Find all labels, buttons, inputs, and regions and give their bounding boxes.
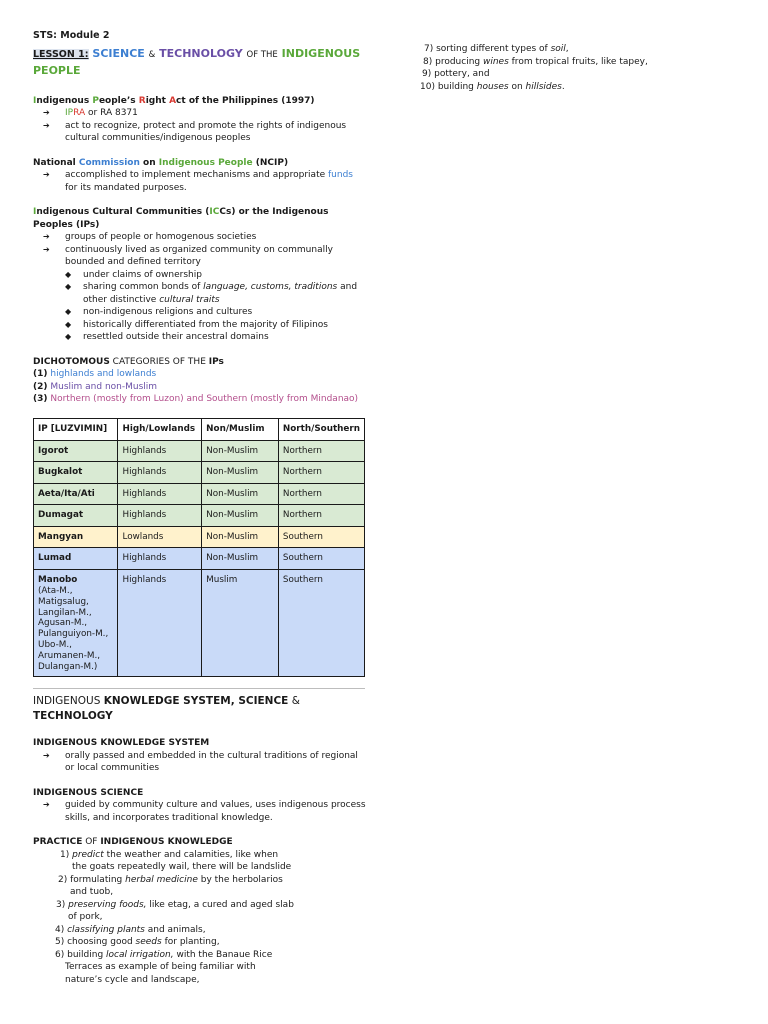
list-item	[420, 68, 720, 81]
ncip-on: on	[139, 157, 159, 168]
module-title: STS: Module 2	[33, 30, 110, 41]
item-text: nature’s cycle and landscape,	[65, 974, 200, 985]
ncip-section	[33, 157, 368, 195]
table-cell: Non-Muslim	[202, 505, 279, 527]
iks-title-b: KNOWLEDGE SYSTEM, SCIENCE	[103, 695, 289, 707]
list-item	[33, 849, 368, 874]
table-cell: Highlands	[118, 462, 202, 484]
table-cell: Southern	[278, 526, 364, 548]
ncip-commission: Commission	[78, 157, 140, 168]
item-text: of pork,	[68, 912, 103, 922]
lesson-title	[33, 46, 368, 78]
list-item: ◆ resettled outside their ancestral domains	[65, 331, 368, 344]
ipra-list	[33, 107, 368, 145]
manobo-subgroup: Ubo-M.,	[38, 639, 72, 650]
ncip-abbr: (NCIP)	[252, 157, 289, 168]
icc-sub2-i: language, customs, traditions	[203, 282, 338, 292]
item-text: and animals,	[144, 924, 206, 935]
list-item: ➔ act to recognize, protect and promote the rights of indigenous cultural communities/indigenous peoples	[43, 120, 368, 145]
iks-title-c: &	[288, 695, 300, 707]
table-cell: Northern	[278, 483, 364, 505]
icc-list	[33, 231, 368, 269]
manobo-subgroup: Dulangan-M.)	[38, 661, 98, 672]
table-cell: Non-Muslim	[202, 440, 279, 462]
manobo-subgroup: Agusan-M.,	[38, 618, 88, 629]
ncip-national: National	[33, 157, 79, 168]
item-number: 6)	[55, 949, 68, 960]
item-text: ,	[565, 44, 569, 54]
is-heading: INDIGENOUS SCIENCE	[33, 787, 144, 798]
table-header: High/Lowlands	[118, 419, 202, 441]
table-cell: Bugkalot	[34, 462, 118, 484]
item-text: pottery, and	[434, 69, 490, 79]
table-cell: Non-Muslim	[202, 548, 279, 570]
ipra-section	[33, 95, 368, 145]
item-number: 8)	[423, 56, 436, 67]
lesson-of-the: OF THE	[246, 49, 278, 60]
table-cell: Mangyan	[34, 526, 118, 548]
item-text: and tuob,	[70, 887, 114, 897]
item-number: 4)	[55, 924, 68, 935]
table-row	[34, 548, 365, 570]
table-cell: Southern	[278, 548, 364, 570]
item-text: sorting different types of	[436, 44, 551, 54]
table-cell-manobo	[34, 569, 118, 677]
item-text: like etag, a cured and aged slab	[146, 899, 294, 910]
table-header: IP [LUZVIMIN]	[34, 419, 118, 441]
ipra-text-2: eople’s	[98, 95, 139, 106]
table-row	[34, 526, 365, 548]
list-item: ◆ historically differentiated from the majority of Filipinos	[65, 319, 368, 332]
ipra-ra: RA	[73, 108, 86, 118]
lesson-technology: TECHNOLOGY	[159, 46, 243, 60]
ip-table	[33, 418, 365, 677]
table-cell: Highlands	[118, 505, 202, 527]
iks-title-a: INDIGENOUS	[33, 695, 104, 707]
list-item	[33, 874, 368, 899]
icc-letter-i2: I	[209, 207, 213, 217]
table-cell: Muslim	[202, 569, 279, 677]
dichotomous-section	[33, 356, 368, 406]
list-item: ➔ orally passed and embedded in the cultural traditions of regional or local communities	[43, 750, 368, 775]
category-2-num: (2)	[33, 381, 48, 392]
table-cell: Northern	[278, 505, 364, 527]
icc-text-1: ndigenous Cultural Communities (	[36, 207, 210, 217]
list-item	[33, 949, 368, 987]
practice-c: INDIGENOUS KNOWLEDGE	[100, 837, 233, 847]
ipra-text-1: ndigenous	[36, 95, 93, 106]
ncip-list	[33, 169, 368, 194]
table-cell: Igorot	[34, 440, 118, 462]
iks-title	[33, 694, 368, 724]
item-text: Terraces as example of being familiar with	[65, 962, 256, 972]
item-italic: seeds	[135, 937, 162, 947]
table-cell: Non-Muslim	[202, 483, 279, 505]
practice-heading	[33, 836, 368, 849]
dichotomous-rest: CATEGORIES OF THE	[109, 356, 209, 367]
table-cell: Lumad	[34, 548, 118, 570]
lesson-people: PEOPLE	[33, 63, 81, 77]
table-cell: Southern	[278, 569, 364, 677]
item-number: 1)	[60, 849, 73, 860]
item-text: the goats repeatedly wail, there will be landslide	[72, 862, 292, 872]
left-column	[33, 30, 368, 418]
dichotomous-heading	[33, 356, 368, 369]
ncip-item-b: for its mandated purposes.	[65, 182, 187, 193]
table-cell: Highlands	[118, 440, 202, 462]
category-1-num: (1)	[33, 369, 48, 379]
ipra-letter-i: I	[33, 95, 37, 106]
icc-sub2-a: sharing common bonds of	[83, 282, 204, 292]
lesson-indigenous: INDIGENOUS	[281, 46, 361, 60]
item-text: formulating	[70, 874, 126, 885]
item-text: producing	[435, 56, 483, 67]
list-item: ➔ guided by community culture and values, uses indigenous process skills, and incorporates traditional knowledge.	[43, 799, 368, 824]
item-italic: preserving foods,	[68, 899, 147, 910]
icc-text-2: Cs) or the Indigenous Peoples (IPs)	[33, 207, 329, 230]
item-text: with the Banaue Rice	[173, 949, 273, 960]
item-number: 2)	[58, 874, 71, 885]
list-item	[420, 81, 720, 94]
item-text: building	[437, 81, 477, 92]
item-italic: houses	[476, 81, 509, 92]
table-row	[34, 440, 365, 462]
table-header-row	[34, 419, 365, 441]
ipra-ip: IP	[65, 108, 74, 118]
icc-sub2-i2: cultural traits	[159, 294, 220, 305]
lesson-amp: &	[148, 49, 156, 60]
item-number: 3)	[56, 899, 69, 910]
manobo-name: Manobo	[38, 574, 78, 585]
item-italic: soil	[550, 44, 566, 54]
table-cell: Northern	[278, 462, 364, 484]
category-3	[33, 393, 368, 406]
ipra-text-3: ight	[145, 95, 170, 106]
lesson-science: SCIENCE	[92, 46, 145, 60]
iks-heading: INDIGENOUS KNOWLEDGE SYSTEM	[33, 738, 210, 748]
list-item: ➔ continuously lived as organized community on communally bounded and defined territory	[43, 244, 368, 269]
practice-list-continued	[420, 43, 720, 93]
item-text: the weather and calamities, like when	[103, 849, 279, 860]
manobo-subgroup: Arumanen-M.,	[38, 650, 101, 661]
practice-section	[33, 836, 368, 986]
item-text: choosing good	[67, 937, 136, 947]
ncip-funds: funds	[328, 170, 353, 180]
table-cell: Lowlands	[118, 526, 202, 548]
item-italic: herbal medicine	[125, 874, 198, 885]
list-item: ◆ non-indigenous religions and cultures	[65, 306, 368, 319]
list-item	[33, 924, 368, 937]
item-text: from tropical fruits, like tapey,	[508, 56, 648, 67]
iks-section	[33, 694, 368, 986]
dichotomous-bold: DICHOTOMOUS	[33, 356, 110, 367]
icc-sub2-b: and other distinctive	[83, 282, 358, 305]
category-2-text: Muslim and non-Muslim	[47, 381, 158, 392]
category-1-text: highlands and lowlands	[47, 369, 157, 379]
list-item	[33, 936, 368, 949]
table-cell: Northern	[278, 440, 364, 462]
item-number: 9)	[422, 69, 435, 79]
is-definition	[33, 787, 368, 825]
table-row	[34, 569, 365, 677]
list-item	[420, 43, 720, 56]
item-italic: hillsides	[525, 81, 562, 92]
table-cell: Non-Muslim	[202, 526, 279, 548]
item-text: building	[67, 949, 107, 960]
list-item	[65, 281, 368, 306]
manobo-subgroup: Matigsalug,	[38, 596, 89, 607]
ncip-item-a: accomplished to implement mechanisms and appropriate	[65, 170, 328, 180]
dichotomous-ips: IPs	[208, 356, 224, 367]
item-number: 5)	[55, 937, 68, 947]
ipra-text-4: ct of the Philippines (1997)	[176, 95, 315, 106]
practice-b: OF	[82, 837, 101, 847]
table-header: Non/Muslim	[202, 419, 279, 441]
manobo-subgroup: Pulanguiyon-M.,	[38, 629, 109, 640]
icc-letter-i: I	[33, 207, 37, 217]
right-column	[420, 43, 720, 93]
category-2	[33, 381, 368, 394]
ipra-letter-p: P	[92, 95, 99, 106]
table-cell: Aeta/Ita/Ati	[34, 483, 118, 505]
item-text: by the herbolarios	[197, 874, 283, 885]
ncip-heading	[33, 157, 368, 170]
list-item	[33, 899, 368, 924]
is-list	[33, 799, 368, 824]
list-item	[43, 169, 368, 194]
ipra-rest: or RA 8371	[85, 108, 138, 118]
manobo-subgroup: Langilan-M.,	[38, 607, 92, 618]
item-italic: predict	[72, 849, 104, 860]
table-header: North/Southern	[278, 419, 364, 441]
icc-sublist	[33, 269, 368, 344]
table-cell: Highlands	[118, 548, 202, 570]
list-item	[420, 56, 720, 69]
icc-heading	[33, 206, 368, 231]
iks-definition	[33, 737, 368, 775]
ipra-letter-a: A	[169, 95, 177, 106]
category-3-text: Northern (mostly from Luzon) and Southern (mostly from Mindanao)	[47, 394, 359, 404]
manobo-subgroup: (Ata-M.,	[38, 586, 73, 596]
iks-title-d: TECHNOLOGY	[33, 710, 113, 722]
item-text: on	[508, 81, 526, 92]
icc-section	[33, 206, 368, 344]
list-item: ➔ groups of people or homogenous societies	[43, 231, 368, 244]
list-item: ◆ under claims of ownership	[65, 269, 368, 282]
practice-a: PRACTICE	[33, 837, 83, 847]
practice-list	[33, 849, 368, 987]
category-3-num: (3)	[33, 394, 48, 404]
table-row	[34, 462, 365, 484]
item-text: for planting,	[161, 937, 220, 947]
table-cell: Highlands	[118, 483, 202, 505]
table-cell: Non-Muslim	[202, 462, 279, 484]
list-item	[43, 107, 368, 120]
item-italic: local irrigation,	[106, 949, 174, 960]
icc-letter-c: C	[212, 207, 220, 217]
table-cell: Dumagat	[34, 505, 118, 527]
ncip-indigenous-people: Indigenous People	[158, 157, 253, 168]
item-italic: classifying plants	[67, 924, 145, 935]
lesson-label: LESSON 1:	[33, 48, 89, 60]
ipra-letter-r: R	[138, 95, 146, 106]
category-1	[33, 368, 368, 381]
table-cell: Highlands	[118, 569, 202, 677]
ipra-heading	[33, 95, 368, 108]
item-number: 10)	[420, 81, 438, 92]
item-number: 7)	[424, 44, 437, 54]
table-row	[34, 483, 365, 505]
table-row	[34, 505, 365, 527]
iks-list	[33, 750, 368, 775]
item-text: .	[561, 81, 565, 92]
section-divider	[33, 688, 365, 689]
item-italic: wines	[482, 56, 509, 67]
